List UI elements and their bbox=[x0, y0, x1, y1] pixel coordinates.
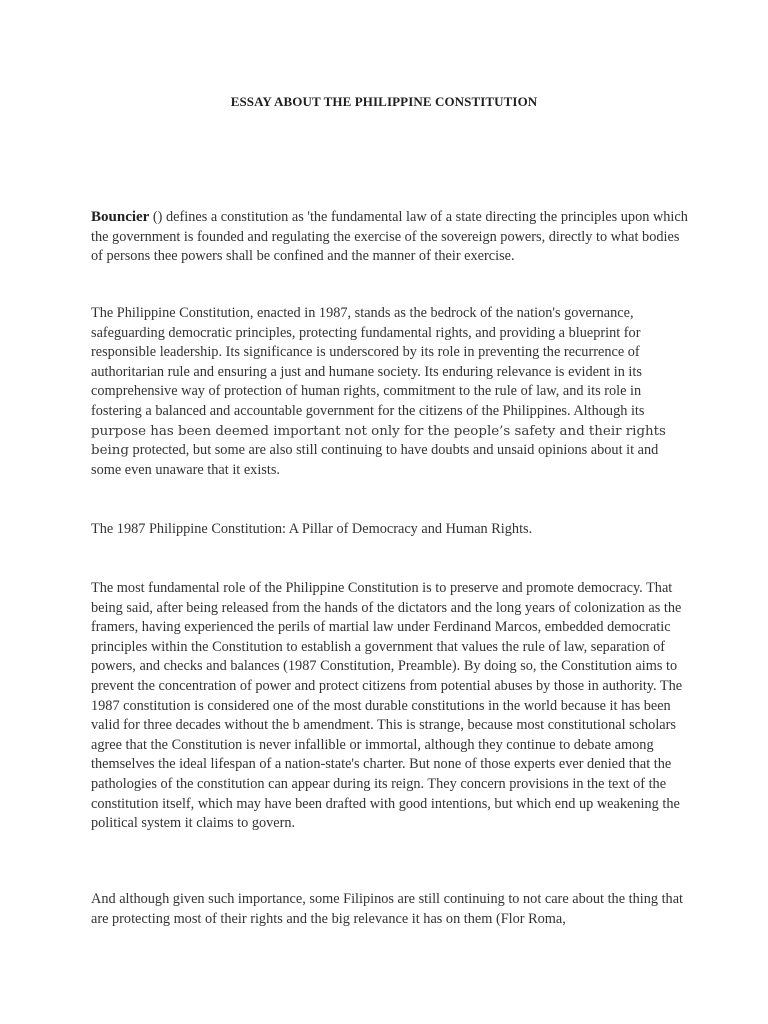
paragraph-introduction-text-start: The Philippine Constitution, enacted in 1987, stands as the bedrock of the nation's governance, safeguarding democratic principles, protecting fundamental rights, and providing a blueprint for responsible leadership. Its significance is underscored by its role in preventing the recurrence of authoritarian rule and ensuring a just and humane society. Its enduring relevance is evident in its comprehensive way of protection of human rights, commitment to the rule of law, and its role in fostering a balanced and accountable government for the citizens of the Philippines. Although its bbox=[91, 305, 645, 419]
paragraph-introduction bbox=[91, 304, 691, 480]
author-name: Bouncier bbox=[91, 209, 150, 225]
section-heading: The 1987 Philippine Constitution: A Pillar of Democracy and Human Rights. bbox=[91, 521, 533, 537]
paragraph-definition bbox=[91, 208, 691, 267]
paragraph-filipinos: And although given such importance, some Filipinos are still continuing to not care about the thing that are protecting most of their rights and the big relevance it has on them (Flor Roma, bbox=[91, 891, 684, 927]
paragraph-democracy: The most fundamental role of the Philippine Constitution is to preserve and promote democracy. That being said, after being released from the hands of the dictators and the long years of colonization as the framers, having experienced the perils of martial law under Ferdinand Marcos, embedded democratic principles within the Constitution to establish a government that values the rule of law, separation of powers, and checks and balances (1987 Constitution, Preamble). By doing so, the Constitution aims to prevent the concentration of power and protect citizens from potential abuses by those in authority. The 1987 constitution is considered one of the most durable constitutions in the world because it has been valid for three decades without the b amendment. This is strange, because most constitutional scholars agree that the Constitution is never infallible or immortal, although they continue to debate among themselves the ideal lifespan of a nation-state's charter. But none of those experts ever denied that the pathologies of the constitution can appear during its reign. They concern provisions in the text of the constitution itself, which may have been drafted with good intentions, but which end up weakening the political system it claims to govern. bbox=[91, 580, 683, 832]
document-title: ESSAY ABOUT THE PHILIPPINE CONSTITUTION bbox=[230, 94, 538, 109]
paragraph-introduction-text-middle: purpose has been deemed important not only for the people’s safety and their rights being bbox=[91, 423, 666, 459]
paragraph-introduction-text-end: protected, but some are also still continuing to have doubts and unsaid opinions about it and some even unaware that it exists. bbox=[91, 442, 659, 478]
paragraph-definition-text: () defines a constitution as 'the fundamental law of a state directing the principles upon which the government is founded and regulating the exercise of the sovereign powers, directly to what bodies of persons thee powers shall be confined and the manner of their exercise. bbox=[91, 209, 688, 265]
